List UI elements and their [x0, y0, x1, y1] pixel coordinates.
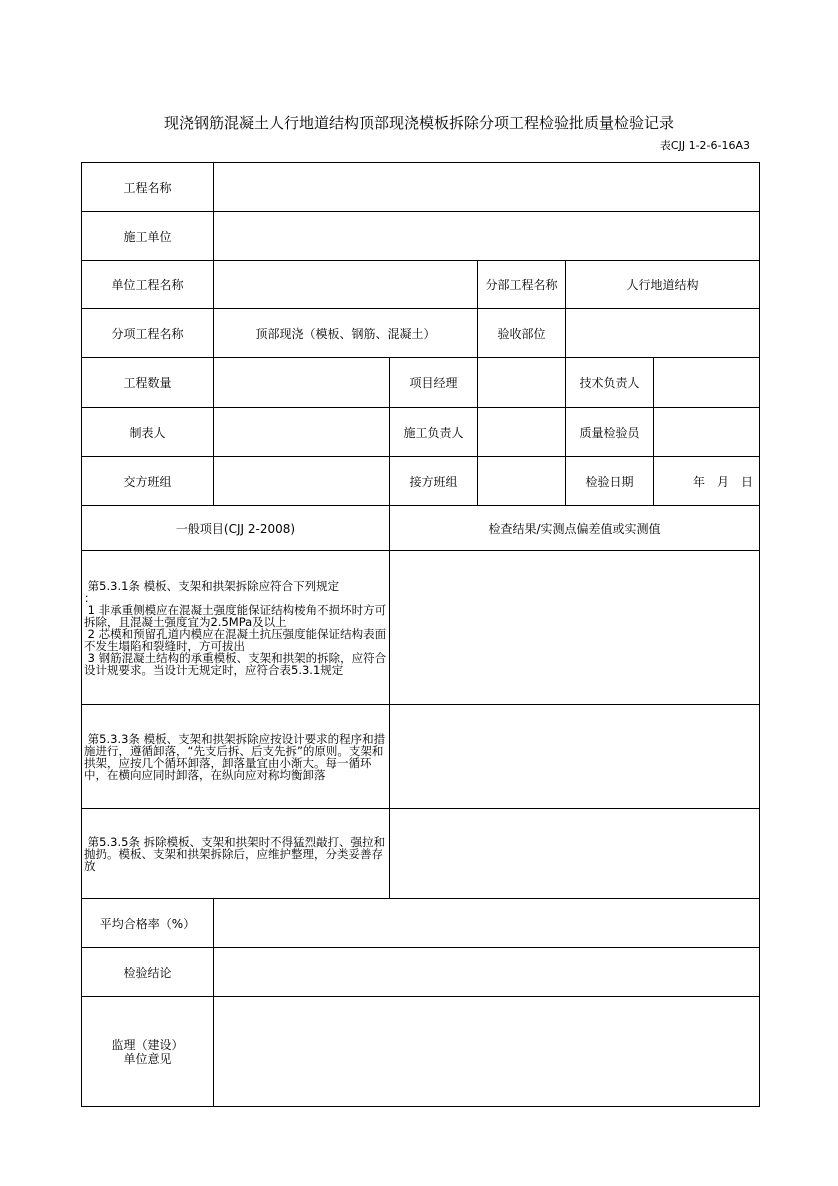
acceptance-location-label: 验收部位 [478, 309, 566, 358]
acceptance-location-field[interactable] [566, 309, 760, 358]
unit-project-name-label: 单位工程名称 [82, 261, 214, 309]
quantity-label: 工程数量 [82, 358, 214, 408]
form-title: 现浇钢筋混凝土人行地道结构顶部现浇模板拆除分项工程检验批质量检验记录 [163, 114, 674, 132]
quantity-field[interactable] [214, 358, 390, 408]
project-manager-label: 项目经理 [390, 358, 478, 408]
inspection-date-field[interactable]: 年 月 日 [654, 457, 760, 506]
project-name-field[interactable] [214, 163, 760, 212]
project-name-label: 工程名称 [82, 163, 214, 212]
construction-unit-label: 施工单位 [82, 212, 214, 261]
supervision-opinion-label: 监理（建设） 单位意见 [82, 997, 214, 1107]
item-5-3-1: 第5.3.1条 模板、支架和拱架拆除应符合下列规定 ： 1 非承重侧模应在混凝土强度能保证结构棱角不损坏时方可拆除，且混凝土强度宜为2.5MPa及以上 2 芯模和预留孔道内模应在混凝土抗压强度能保证结构表面不发生塌陷和裂缝时，方可拔出 3 钢筋混凝土结构的承重模板、支架和拱架的拆除，应符合设计规要求。当设计无规定时，应符合表5.3.1规定 [82, 551, 390, 705]
division-project-name-label: 分部工程名称 [478, 261, 566, 309]
item-5-3-5-result[interactable] [390, 809, 760, 899]
handover-team-label: 交方班组 [82, 457, 214, 506]
pass-rate-field[interactable] [214, 899, 760, 948]
construction-lead-field[interactable] [478, 408, 566, 457]
project-manager-field[interactable] [478, 358, 566, 408]
preparer-label: 制表人 [82, 408, 214, 457]
preparer-field[interactable] [214, 408, 390, 457]
general-items-header: 一般项目(CJJ 2-2008) [82, 506, 390, 551]
unit-project-name-field[interactable] [214, 261, 478, 309]
item-5-3-3-result[interactable] [390, 705, 760, 809]
handover-team-field[interactable] [214, 457, 390, 506]
supervision-opinion-field[interactable] [214, 997, 760, 1107]
division-project-name-field[interactable]: 人行地道结构 [566, 261, 760, 309]
item-project-name-field[interactable]: 顶部现浇（模板、钢筋、混凝土） [214, 309, 478, 358]
quality-inspector-field[interactable] [654, 408, 760, 457]
inspection-date-label: 检验日期 [566, 457, 654, 506]
inspection-record-table [81, 162, 760, 1107]
conclusion-field[interactable] [214, 948, 760, 997]
item-5-3-1-result[interactable] [390, 551, 760, 705]
check-results-header: 检查结果/实测点偏差值或实测值 [390, 506, 760, 551]
form-code: 表CJJ 1-2-6-16A3 [659, 139, 750, 152]
technical-lead-label: 技术负责人 [566, 358, 654, 408]
item-5-3-3: 第5.3.3条 模板、支架和拱架拆除应按设计要求的程序和措施进行，遵循卸落，“先支后拆、后支先拆”的原则。支架和拱架，应按几个循环卸落，卸落量宜由小渐大。每一循环中，在横向应同时卸落，在纵向应对称均衡卸落 [82, 705, 390, 809]
conclusion-label: 检验结论 [82, 948, 214, 997]
technical-lead-field[interactable] [654, 358, 760, 408]
construction-unit-field[interactable] [214, 212, 760, 261]
receiving-team-field[interactable] [478, 457, 566, 506]
item-5-3-5: 第5.3.5条 拆除模板、支架和拱架时不得猛烈敲打、强拉和抛扔。模板、支架和拱架拆除后，应维护整理，分类妥善存放 [82, 809, 390, 899]
item-project-name-label: 分项工程名称 [82, 309, 214, 358]
construction-lead-label: 施工负责人 [390, 408, 478, 457]
quality-inspector-label: 质量检验员 [566, 408, 654, 457]
receiving-team-label: 接方班组 [390, 457, 478, 506]
pass-rate-label: 平均合格率（%） [82, 899, 214, 948]
